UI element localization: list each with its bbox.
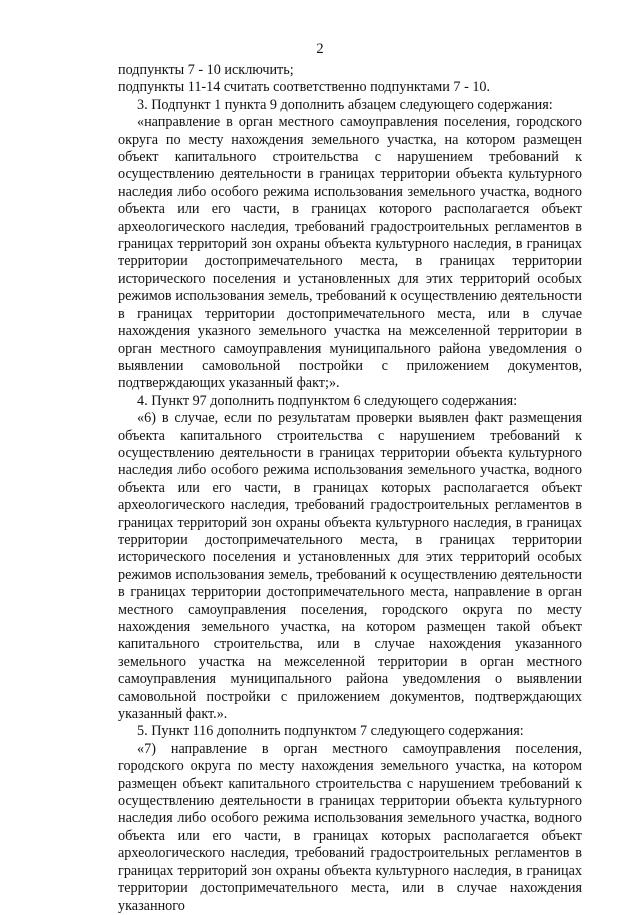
paragraph: 4. Пункт 97 дополнить подпунктом 6 следующего содержания: [137,392,518,409]
paragraph: «направление в орган местного самоуправления поселения, городского округа по месту нахождения земельного участка, на котором размещен объект капитального строительства с нарушением требований к осуществлению деятельности в границах территории объекта культурного наследия либо особого режима использования земельного участка, водного объекта или его части, в границах которого располагается объект археологического наследия, требований градостроительных регламентов в границах территорий зон охраны объекта культурного наследия, в границах территории достопримечательного места, в границах территории исторического поселения и установленных для этих территорий особых режимов использования земель, требований к осуществлению деятельности в границах территории достопримечательного места, или в случае нахождения указного земельного участка на межселенной территории в орган местного самоуправления муниципального района уведомления о выявлении самовольной постройки с приложением документов, подтверждающих указанный факт;». [118,114,582,392]
document-body [118,62,582,915]
paragraph: подпункты 7 - 10 исключить; [118,62,294,78]
page-number: 2 [316,41,324,57]
paragraph: «6) в случае, если по результатам проверки выявлен факт размещения объекта капитального строительства с нарушением требований к осуществлению деятельности в границах территории объекта культурного наследия либо особого режима использования земельного участка, водного объекта или его части, в границах которых располагается объект археологического наследия, требований градостроительных регламентов в границах территорий зон охраны объекта культурного наследия, в границах территории достопримечательного места, в границах территории исторического поселения и установленных для этих территорий особых режимов использования земель, требований к осуществлению деятельности в границах территории достопримечательного места, направление в орган местного самоуправления поселения, городского округа по месту нахождения земельного участка, на котором размещен такой объект капитального строительства, или в случае нахождения указанного земельного участка на межселенной территории в орган местного самоуправления муниципального района уведомления о выявлении самовольной постройки с приложением документов, подтверждающих указанный факт.». [118,410,582,723]
paragraph: «7) направление в орган местного самоуправления поселения, городского округа по месту нахождения земельного участка, на котором размещен объект капитального строительства с нарушением требований к осуществлению деятельности в границах территории объекта культурного наследия либо особого режима использования земельного участка, водного объекта или его части, в границах которых располагается объект археологического наследия, требований градостроительных регламентов в границах территорий зон охраны объекта культурного наследия, в границах территории достопримечательного места, или в случае нахождения указанного [118,740,582,914]
paragraph: 5. Пункт 116 дополнить подпунктом 7 следующего содержания: [137,723,524,740]
paragraph: 3. Подпункт 1 пункта 9 дополнить абзацем следующего содержания: [137,96,553,113]
paragraph: подпункты 11-14 считать соответственно подпунктами 7 - 10. [118,79,491,96]
